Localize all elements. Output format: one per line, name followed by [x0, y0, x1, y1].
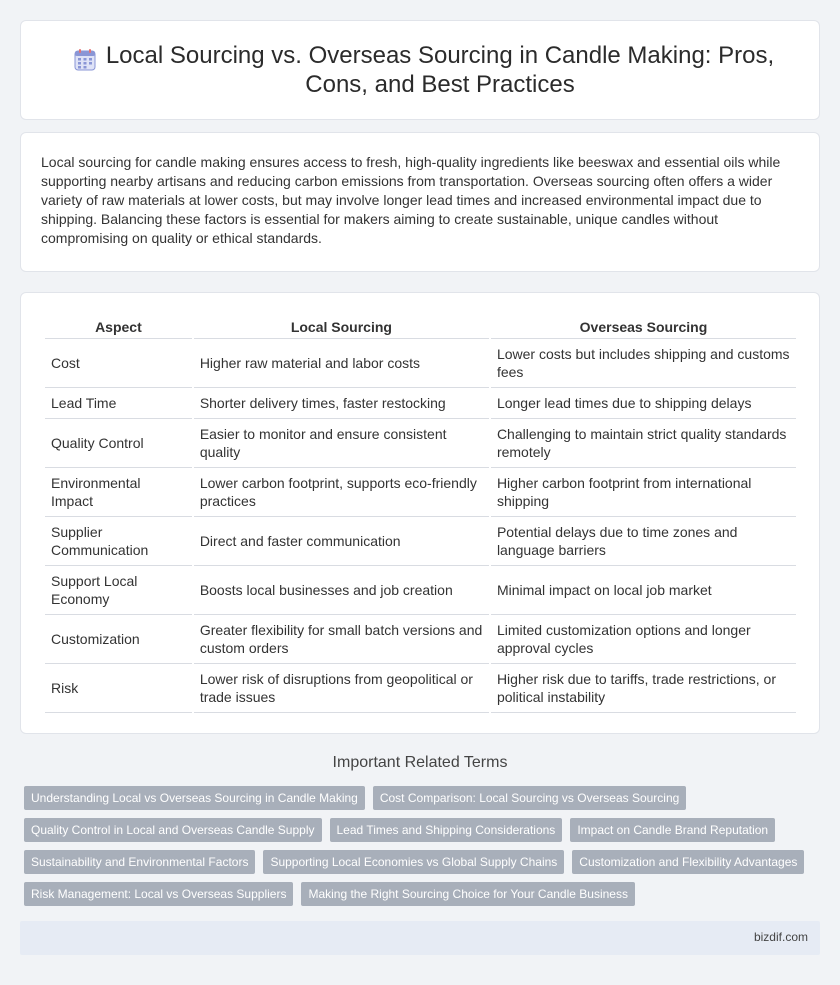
table-header-row [45, 313, 796, 339]
related-term-tag[interactable]: Sustainability and Environmental Factors [24, 850, 255, 874]
local-cell: Boosts local businesses and job creation [194, 566, 489, 615]
tag-row [24, 882, 824, 906]
table-row [45, 468, 796, 517]
local-cell: Greater flexibility for small batch versions and custom orders [194, 615, 489, 664]
local-cell: Shorter delivery times, faster restocking [194, 388, 489, 419]
overseas-cell: Challenging to maintain strict quality standards remotely [491, 419, 796, 468]
header-card [20, 20, 820, 120]
table-row [45, 664, 796, 713]
tag-row [24, 850, 824, 874]
local-cell: Lower risk of disruptions from geopolitical or trade issues [194, 664, 489, 713]
aspect-cell: Supplier Communication [45, 517, 192, 566]
table-row [45, 388, 796, 419]
aspect-cell: Customization [45, 615, 192, 664]
comparison-table-card [20, 292, 820, 734]
footer [20, 921, 820, 955]
tag-row [24, 786, 824, 810]
local-cell: Easier to monitor and ensure consistent quality [194, 419, 489, 468]
related-term-tag[interactable]: Risk Management: Local vs Overseas Suppliers [24, 882, 293, 906]
overseas-cell: Minimal impact on local job market [491, 566, 796, 615]
related-term-tag[interactable]: Quality Control in Local and Overseas Candle Supply [24, 818, 322, 842]
table-row [45, 339, 796, 388]
local-cell: Higher raw material and labor costs [194, 339, 489, 388]
table-row [45, 615, 796, 664]
local-cell: Lower carbon footprint, supports eco-friendly practices [194, 468, 489, 517]
related-term-tag[interactable]: Understanding Local vs Overseas Sourcing in Candle Making [24, 786, 365, 810]
aspect-cell: Support Local Economy [45, 566, 192, 615]
aspect-cell: Environmental Impact [45, 468, 192, 517]
related-term-tag[interactable]: Lead Times and Shipping Considerations [330, 818, 563, 842]
related-term-tag[interactable]: Making the Right Sourcing Choice for Your Candle Business [301, 882, 635, 906]
intro-paragraph: Local sourcing for candle making ensures access to fresh, high-quality ingredients like beeswax and essential oils while supporting nearby artisans and reducing carbon emissions from transportation. Overseas sourcing often offers a wider variety of raw materials at lower costs, but may involve longer lead times and increased environmental impact due to shipping. Balancing these factors is essential for makers aiming to create sustainable, unique candles without compromising on quality or ethical standards. [41, 154, 781, 246]
aspect-cell: Quality Control [45, 419, 192, 468]
aspect-cell: Cost [45, 339, 192, 388]
overseas-cell: Higher carbon footprint from international shipping [491, 468, 796, 517]
local-cell: Direct and faster communication [194, 517, 489, 566]
comparison-table [43, 313, 798, 713]
table-row [45, 566, 796, 615]
aspect-cell: Risk [45, 664, 192, 713]
table-row [45, 419, 796, 468]
tag-row [24, 818, 824, 842]
overseas-cell: Longer lead times due to shipping delays [491, 388, 796, 419]
overseas-cell: Lower costs but includes shipping and customs fees [491, 339, 796, 388]
overseas-cell: Limited customization options and longer approval cycles [491, 615, 796, 664]
footer-site-link[interactable]: bizdif.com [753, 930, 808, 944]
aspect-cell: Lead Time [45, 388, 192, 419]
header-aspect: Aspect [45, 313, 192, 339]
page-title: Local Sourcing vs. Overseas Sourcing in Candle Making: Pros, Cons, and Best Practices [105, 42, 775, 98]
header-overseas-sourcing: Overseas Sourcing [491, 313, 796, 339]
table-row [45, 517, 796, 566]
overseas-cell: Higher risk due to tariffs, trade restrictions, or political instability [491, 664, 796, 713]
related-terms-title: Important Related Terms [332, 754, 508, 771]
overseas-cell: Potential delays due to time zones and language barriers [491, 517, 796, 566]
header-local-sourcing: Local Sourcing [194, 313, 489, 339]
related-term-tag[interactable]: Cost Comparison: Local Sourcing vs Overseas Sourcing [373, 786, 686, 810]
related-term-tag[interactable]: Customization and Flexibility Advantages [572, 850, 804, 874]
intro-card [20, 132, 820, 272]
related-term-tag[interactable]: Impact on Candle Brand Reputation [570, 818, 775, 842]
related-terms-tags [24, 786, 824, 914]
related-term-tag[interactable]: Supporting Local Economies vs Global Supply Chains [263, 850, 564, 874]
